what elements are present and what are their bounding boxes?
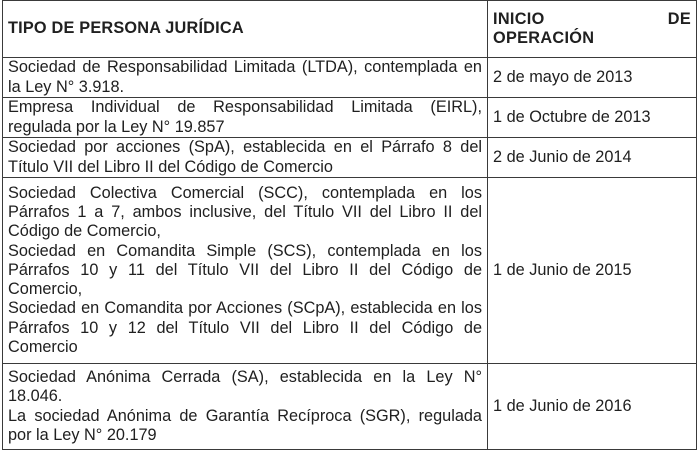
entity-type-cell	[3, 138, 488, 178]
start-date-cell: 2 de mayo de 2013	[488, 58, 697, 98]
entity-type-text: Sociedad en Comandita Simple (SCS), contemplada en los Párrafos 10 y 11 del Título VII del Libro II del Código de Comercio,	[8, 241, 482, 299]
start-date-cell: 1 de Junio de 2015	[488, 178, 697, 364]
entity-type-cell	[3, 98, 488, 138]
header-start-word-1: INICIO	[493, 10, 545, 28]
header-start-word-3: OPERACIÓN	[493, 29, 595, 47]
header-start-word-2: DE	[667, 10, 691, 28]
entity-type-cell	[3, 364, 488, 450]
entity-type-text: La sociedad Anónima de Garantía Recíproca (SGR), regulada por la Ley N° 20.179	[8, 406, 482, 444]
entity-type-text: Empresa Individual de Responsabilidad Limitada (EIRL), regulada por la Ley N° 19.857	[8, 98, 482, 136]
table-row	[3, 98, 697, 138]
start-date-cell: 2 de Junio de 2014	[488, 138, 697, 178]
entity-type-cell	[3, 58, 488, 98]
entity-type-text: Sociedad en Comandita por Acciones (SCpA), establecida en los Párrafos 10 y 12 del Título VII del Libro II del Código de Comercio	[8, 299, 482, 356]
start-date-cell: 1 de Junio de 2016	[488, 364, 697, 450]
entity-type-cell	[3, 178, 488, 364]
entity-type-text: Sociedad de Responsabilidad Limitada (LTDA), contemplada en la Ley N° 3.918.	[8, 58, 482, 96]
table-row	[3, 58, 697, 98]
table-row	[3, 364, 697, 450]
table-row	[3, 138, 697, 178]
start-date-cell: 1 de Octubre de 2013	[488, 98, 697, 138]
table-row	[3, 178, 697, 364]
entity-type-text: Sociedad por acciones (SpA), establecida en el Párrafo 8 del Título VII del Libro II del Código de Comercio	[8, 138, 482, 176]
header-entity-type: TIPO DE PERSONA JURÍDICA	[3, 1, 488, 58]
entity-type-text: Sociedad Colectiva Comercial (SCC), contemplada en los Párrafos 1 a 7, ambos inclusive, del Título VII del Libro II del Código de Comercio,	[8, 184, 482, 241]
table-header-row	[3, 1, 697, 58]
header-start-of-operation	[488, 1, 697, 58]
legal-entity-table	[2, 0, 697, 450]
entity-type-text: Sociedad Anónima Cerrada (SA), establecida en la Ley N° 18.046.	[8, 368, 482, 406]
